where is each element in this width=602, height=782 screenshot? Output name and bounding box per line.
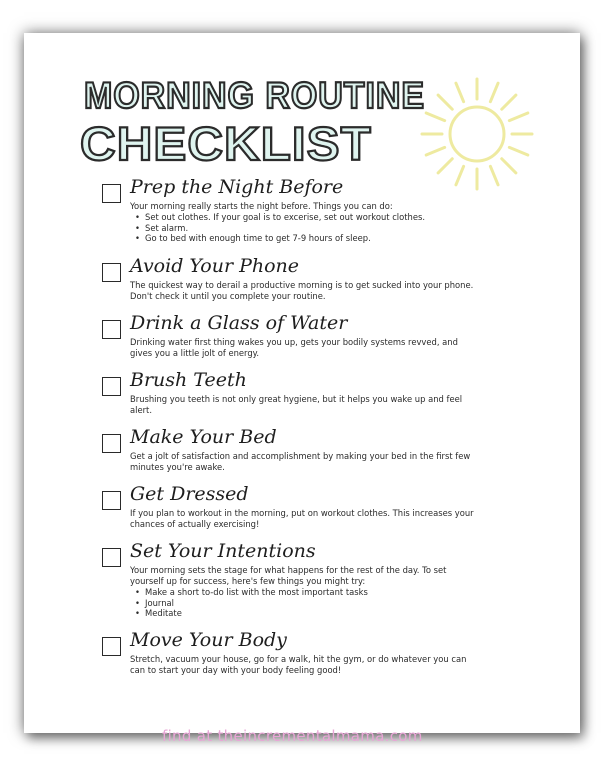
- sun-ray: [509, 147, 527, 155]
- bullet-item: • Journal: [130, 598, 368, 609]
- checkbox[interactable]: [102, 263, 121, 282]
- sun-ray: [426, 147, 444, 155]
- item-description: Stretch, vacuum your house, go for a walk, hit the gym, or do whatever you can can to start your day with your body feeling good!: [130, 654, 467, 675]
- item-description: Drinking water first thing wakes you up, gets your bodily systems revved, and gives you a little jolt of energy.: [130, 337, 458, 358]
- checkbox[interactable]: [102, 377, 121, 396]
- item-title: Prep the Night Before: [130, 176, 344, 198]
- sun-core: [450, 107, 504, 161]
- item-title: Avoid Your Phone: [130, 255, 300, 277]
- item-bullet-list: [130, 587, 368, 619]
- item-description: Your morning really starts the night before. Things you can do:: [130, 201, 393, 211]
- footer-website-link[interactable]: find at theincrementalmama.com: [162, 727, 423, 745]
- sun-ray: [438, 95, 452, 109]
- item-description: The quickest way to derail a productive morning is to get sucked into your phone. Don't check it until you complete your routine.: [130, 280, 474, 301]
- checklist-page: [24, 33, 580, 745]
- item-description: Your morning sets the stage for what happens for the rest of the day. To set yourself up for success, here's few things you might try:: [130, 565, 447, 586]
- checkbox[interactable]: [102, 320, 121, 339]
- checkbox[interactable]: [102, 491, 121, 510]
- sun-ray: [509, 113, 527, 121]
- checkbox[interactable]: [102, 548, 121, 567]
- sun-ray: [490, 166, 498, 184]
- sun-icon: [412, 69, 542, 199]
- sun-ray: [502, 95, 516, 109]
- sun-ray: [456, 83, 464, 101]
- checkbox[interactable]: [102, 184, 121, 203]
- title-line-2: CHECKLIST: [80, 117, 372, 170]
- item-title: Get Dressed: [130, 483, 249, 505]
- item-title: Drink a Glass of Water: [130, 312, 348, 334]
- bullet-item: • Make a short to-do list with the most important tasks: [130, 587, 368, 598]
- item-bullet-list: [130, 212, 425, 244]
- item-title: Make Your Bed: [130, 426, 277, 448]
- sun-ray: [456, 166, 464, 184]
- item-title: Set Your Intentions: [130, 540, 316, 562]
- title-line-1: MORNING ROUTINE: [84, 75, 425, 116]
- bullet-item: • Go to bed with enough time to get 7-9 hours of sleep.: [130, 233, 425, 244]
- bullet-item: • Meditate: [130, 608, 368, 619]
- sun-ray: [426, 113, 444, 121]
- item-title: Move Your Body: [130, 629, 287, 651]
- sun-ray: [502, 159, 516, 173]
- sun-ray: [438, 159, 452, 173]
- bullet-item: • Set out clothes. If your goal is to excerise, set out workout clothes.: [130, 212, 425, 223]
- checkbox[interactable]: [102, 434, 121, 453]
- bullet-item: • Set alarm.: [130, 223, 425, 234]
- item-description: If you plan to workout in the morning, put on workout clothes. This increases your chances of actually exercising!: [130, 508, 474, 529]
- item-description: Brushing you teeth is not only great hygiene, but it helps you wake up and feel alert.: [130, 394, 463, 415]
- checkbox[interactable]: [102, 637, 121, 656]
- item-title: Brush Teeth: [130, 369, 247, 391]
- sun-ray: [490, 83, 498, 101]
- item-description: Get a jolt of satisfaction and accomplishment by making your bed in the first few minutes you're awake.: [130, 451, 471, 472]
